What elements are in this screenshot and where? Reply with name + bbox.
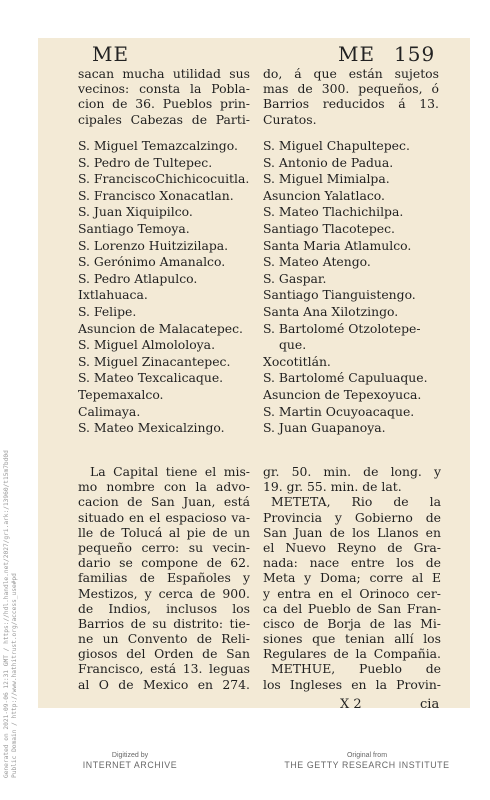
- credit-source: THE GETTY RESEARCH INSTITUTE: [284, 760, 450, 770]
- text-line: sacan mucha utilidad sus: [78, 66, 250, 81]
- list-item: S. Miguel Almololoya.: [78, 337, 216, 353]
- text-line: do, á que están sujetos: [263, 66, 439, 81]
- digitized-by-credit: [60, 752, 200, 770]
- intro-left-column: [78, 66, 250, 127]
- text-line: dario se compone de 62.: [78, 555, 250, 571]
- credit-caption: Digitized by: [111, 752, 149, 759]
- watermark-line: Public Domain / http://www.hathitrust.org/access_use#pd: [11, 573, 19, 778]
- list-item: S. Miguel Temazcalzingo.: [78, 138, 238, 153]
- list-item: S. Mateo Atengo.: [263, 254, 371, 270]
- credit-caption: Original from: [346, 752, 388, 759]
- list-item: S. Miguel Mimialpa.: [263, 171, 390, 187]
- list-item: S. Pedro de Tultepec.: [78, 154, 213, 170]
- list-item: S. Lorenzo Huitzizilapa.: [78, 237, 229, 253]
- text-line: giosos del Orden de San: [78, 646, 250, 662]
- list-item: S. Bartolomé Otzolotepe-: [263, 320, 421, 336]
- text-line: Meta y Doma; corre al E: [263, 570, 441, 586]
- text-line: cisco de Borja de las Mi-: [263, 615, 441, 631]
- text-line: al O de Mexico en 274.: [78, 676, 250, 692]
- watermark-line: Generated on 2021-09-06 12:31 GMT / https://hdl.handle.net/2027/gri.ark:/13960/t15m7bd0d: [3, 450, 10, 778]
- list-item: S. Felipe.: [78, 303, 137, 319]
- text-line: METHUE, Pueblo de: [271, 661, 441, 677]
- text-line: 19. gr. 55. min. de lat.: [263, 479, 402, 495]
- list-item: S. Mateo Mexicalzingo.: [78, 420, 225, 436]
- text-line: y entra en el Orinoco cer-: [263, 585, 441, 601]
- meteta-paragraph: [263, 464, 441, 692]
- text-line: situado en el espacioso va-: [78, 509, 250, 525]
- list-item: S. Martin Ocuyoacaque.: [263, 403, 415, 419]
- list-item: Asuncion de Tepexoyuca.: [263, 386, 422, 402]
- text-line: lle de Tolucá al pie de un: [78, 524, 250, 540]
- list-item: S. Miguel Chapultepec.: [263, 138, 410, 153]
- hathitrust-watermark: [3, 450, 20, 778]
- running-head-right: ME: [338, 42, 376, 66]
- list-item: S. Francisco Xonacatlan.: [78, 187, 234, 203]
- text-line: Barrios reducidos á 13.: [263, 96, 439, 112]
- text-line: ca del Pueblo de San Fran-: [263, 600, 441, 616]
- list-item: Tepemaxalco.: [78, 386, 164, 402]
- list-item: Santa Maria Atlamulco.: [263, 237, 412, 253]
- text-line: familias de Españoles y: [78, 570, 250, 586]
- list-item: Asuncion de Malacatepec.: [78, 320, 243, 336]
- text-line: nada: nace entre los de: [263, 555, 441, 571]
- signature-mark: X 2: [340, 697, 362, 712]
- text-line: Curatos.: [263, 111, 317, 127]
- list-item: S. Mateo Texcalicaque.: [78, 370, 224, 386]
- catchword: cia: [420, 697, 440, 712]
- text-line: el Nuevo Reyno de Gra-: [263, 539, 441, 555]
- text-line: cacion de San Juan, está: [78, 494, 250, 510]
- list-item: Calimaya.: [78, 403, 141, 419]
- text-line: Provincia y Gobierno de: [263, 509, 441, 525]
- text-line: Mestizos, y cerca de 900.: [78, 585, 250, 601]
- list-item: Xocotitlán.: [263, 353, 331, 369]
- list-item: Santa Ana Xilotzingo.: [263, 303, 399, 319]
- page-number: 159: [394, 42, 436, 66]
- text-line: de Indios, inclusos los: [78, 600, 250, 616]
- pueblos-left-list: [78, 138, 256, 437]
- list-item: que.: [279, 337, 307, 353]
- text-line: San Juan de los Llanos en: [263, 524, 441, 540]
- text-line: mas de 300. pequeños, ó: [263, 81, 439, 97]
- text-line: mo nombre con la advo-: [78, 479, 250, 495]
- pueblos-right-list: [263, 138, 443, 437]
- text-line: siones que tenian allí los: [263, 631, 441, 647]
- list-item: S. Bartolomé Capuluaque.: [263, 370, 428, 386]
- text-line: los Ingleses en la Provin-: [263, 676, 441, 692]
- list-item: S. Antonio de Padua.: [263, 154, 394, 170]
- running-head-left: ME: [92, 42, 130, 66]
- original-from-credit: [272, 752, 462, 770]
- list-item: Santiago Tianguistengo.: [263, 287, 416, 303]
- list-item: Asuncion Yalatlaco.: [263, 187, 385, 203]
- text-line: cion de 36. Pueblos prin-: [78, 96, 250, 112]
- list-item: S. Gaspar.: [263, 270, 327, 286]
- list-item: S. Mateo Tlachichilpa.: [263, 204, 404, 220]
- list-item: S. Miguel Zinacantepec.: [78, 353, 231, 369]
- list-item: S. Juan Xiquipilco.: [78, 204, 193, 220]
- text-line: pequeño cerro: su vecin-: [78, 539, 250, 555]
- list-item: S. Pedro Atlapulco.: [78, 270, 198, 286]
- text-line: METETA, Rio de la: [271, 494, 441, 510]
- intro-right-column: [263, 66, 439, 127]
- list-item: S. FranciscoChichicocuitla.: [78, 171, 250, 187]
- text-line: gr. 50. min. de long. y: [263, 464, 441, 479]
- text-line: La Capital tiene el mis-: [90, 464, 250, 479]
- list-item: S. Juan Guapanoya.: [263, 420, 386, 436]
- list-item: Santiago Tlacotepec.: [263, 220, 395, 236]
- list-item: Ixtlahuaca.: [78, 287, 148, 303]
- text-line: Francisco, está 13. leguas: [78, 661, 250, 677]
- text-line: ne un Convento de Reli-: [78, 631, 250, 647]
- list-item: Santiago Temoya.: [78, 220, 190, 236]
- credit-source: INTERNET ARCHIVE: [82, 760, 178, 770]
- list-item: S. Gerónimo Amanalco.: [78, 254, 226, 270]
- text-line: Barrios de su distrito: tie-: [78, 615, 250, 631]
- text-line: Regulares de la Compañia.: [263, 646, 441, 662]
- text-line: cipales Cabezas de Parti-: [78, 111, 250, 127]
- capital-paragraph: [78, 464, 250, 692]
- text-line: vecinos: consta la Pobla-: [78, 81, 250, 97]
